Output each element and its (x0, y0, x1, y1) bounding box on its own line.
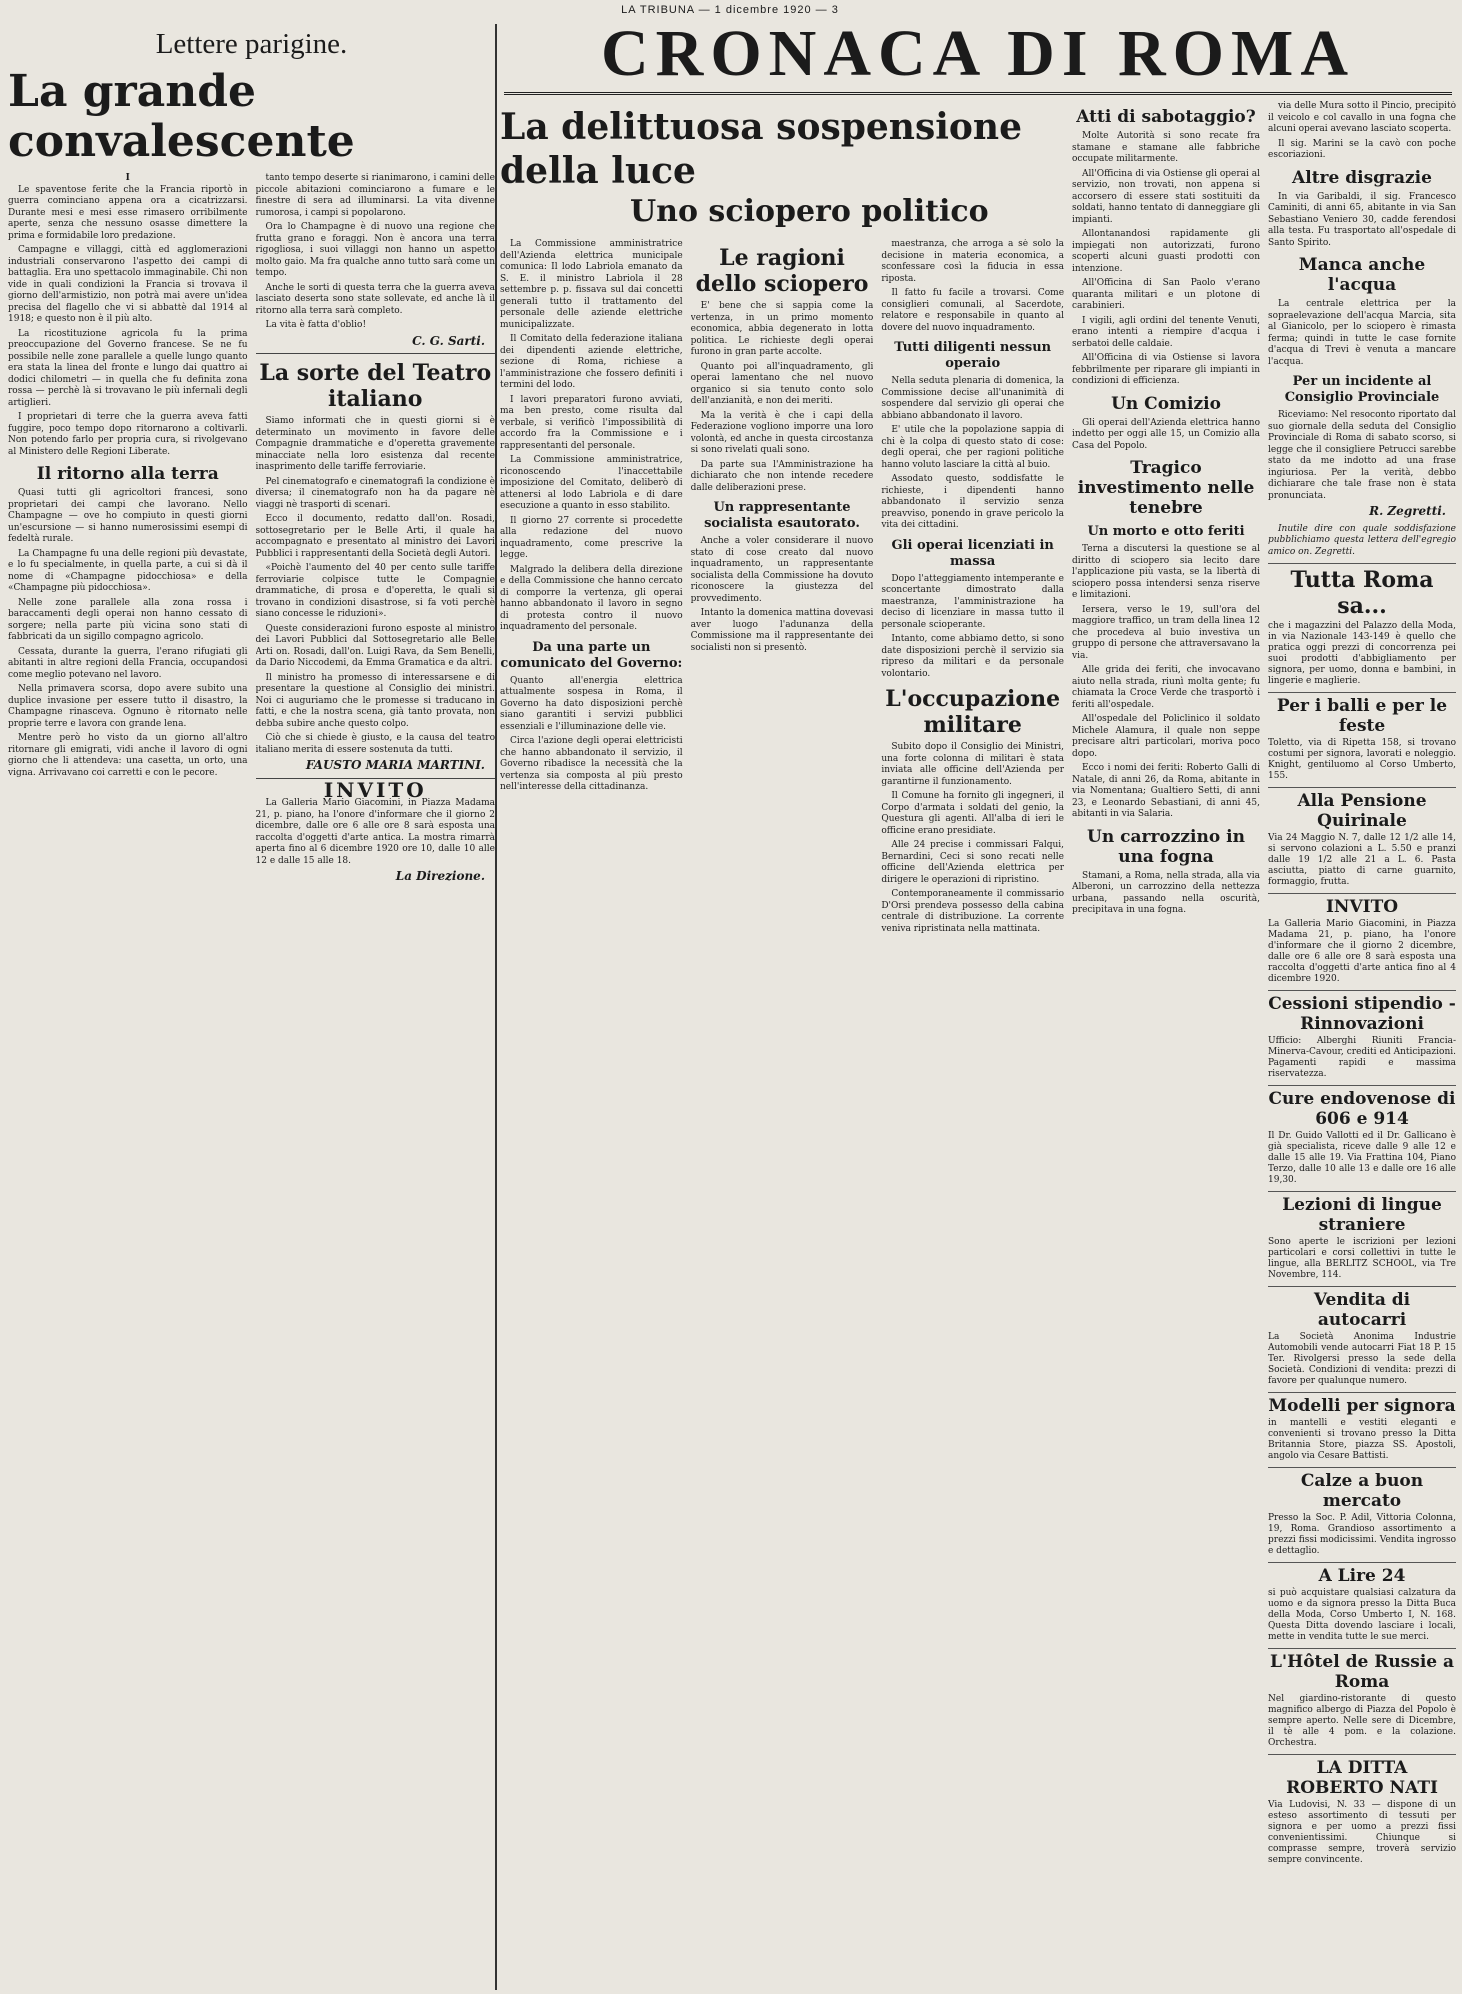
ad-text: Via 24 Maggio N. 7, dalle 12 1/2 alle 14, si servono colazioni a L. 5.50 e pranzi dalle 19 1/2 alle 21 a L. 6. Pasta asciutta, piatto di carne guarnito, formaggio, frutta. (1268, 833, 1456, 887)
article-column-1 (8, 173, 248, 889)
story-column-4 (1072, 101, 1260, 1870)
paragraph: Ciò che si chiede è giusto, e la causa del teatro italiano merita di essere sostenuta da tutti. (255, 733, 495, 755)
section-heading: Altre disgrazie (1292, 167, 1432, 188)
paragraph: Assodato questo, soddisfatte le richieste, i dipendenti hanno abbandonato il servizio senza preavviso, ponendo in grave pericolo la vita dei cittadini. (881, 474, 1065, 530)
paragraph: Quanto poi all'inquadramento, gli operai lamentano che nel nuovo organico si sia tenuto conto solo dell'anzianità, e non dei meriti. (690, 361, 874, 406)
paragraph: Intanto la domenica mattina dovevasi aver luogo l'adunanza della Commissione ma il rappresentante dei socialisti non si presentò. (690, 608, 874, 653)
paragraph: Cessata, durante la guerra, l'erano rifugiati gli abitanti in altre regioni della Francia, occupandosi come meglio potevano nel lavoro. (8, 646, 248, 680)
paragraph: La ricostituzione agricola fu la prima preoccupazione del Governo francese. Se ne fu possibile nelle zone parallele a quelle lungo quanto era stata la linea del fronte e lungo dai quattro ai dodici chilometri — in quella che fu definita zona rossa — perchè là si trovavano le più infernali degli artiglieri. (8, 328, 248, 408)
lead-story (500, 101, 1064, 1870)
signature: C. G. Sarti. (412, 333, 485, 348)
section-heading-teatro: La sorte del Teatro italiano (259, 360, 492, 412)
section-heading: Un carrozzino in una fogna (1087, 826, 1245, 867)
paragraph: All'Officina di via Ostiense gli operai al servizio, non trovati, non appena si accorsero di essere stati sostituiti da soldati, hanno tentato di danneggiare gli impianti. (1072, 168, 1260, 225)
paragraph: Mentre però ho visto da un giorno all'altro ritornare gli emigrati, vidi anche il lavoro di ogni giorno che li attendeva: una casetta, un orto, una vigna. Arrivavano coi carretti e con le pecore. (8, 733, 248, 778)
section-heading: Il ritorno alla terra (36, 464, 219, 484)
section-heading: Manca anche l'acqua (1298, 255, 1426, 295)
section-heading: Da una parte un comunicato del Governo: (500, 639, 683, 671)
paragraph: Anche a voler considerare il nuovo stato di cose creato dal nuovo inquadramento, un rappresentante socialista della Commissione ha dovuto riconoscere la giustezza del provvedimento. (690, 536, 874, 604)
paragraph: Alle 24 precise i commissari Falqui, Bernardini, Ceci si sono recati nelle officine dell'Azienda elettrica per dirigere le operazioni di ripristino. (881, 840, 1065, 885)
paragraph: Il giorno 27 corrente si procedette alla redazione del nuovo inquadramento, come prescrive la legge. (500, 515, 683, 560)
paragraph: Intanto, come abbiamo detto, si sono date disposizioni perchè il servizio sia ripreso da militari e da personale volontario. (881, 634, 1065, 679)
ad-text: Via Ludovisi, N. 33 — dispone di un esteso assortimento di tessuti per signora e per uomo a prezzi fissi convenientissimi. Chiunque si comprasse sempre, troverà servizio sempre convincente. (1268, 1800, 1456, 1865)
story-column-5 (1268, 101, 1456, 1870)
ad-text: La Galleria Mario Giacomini, in Piazza Madama 21, p. piano, ha l'onore d'informare che il giorno 2 dicembre, dalle ore 6 alle ore 8 sarà esposta una raccolta d'oggetti d'arte antica fino al 4 dicembre 1920. (1268, 919, 1456, 984)
paragraph: Nella seduta plenaria di domenica, la Commissione decise all'unanimità di sospendere dal servizio gli operai che abbiano abbandonato il lavoro. (881, 376, 1065, 421)
invito-heading: INVITO (323, 777, 427, 802)
paragraph: La centrale elettrica per la sopraelevazione dell'acqua Marcia, sita al Gianicolo, per lo sciopero è rimasta ferma; quindi in tutte le case fornite d'acqua di Trevi è venuta a mancare l'acqua. (1268, 299, 1456, 367)
ad-text: Toletto, via di Ripetta 158, si trovano costumi per signora, lavorati e noleggio. Knight, gentiluomo al Corso Umberto, 155. (1268, 738, 1456, 781)
paragraph: Contemporaneamente il commissario D'Orsi prendeva possesso della cabina centrale di distribuzione. La corrente veniva ripristinata nella mattinata. (881, 889, 1065, 934)
signature: FAUSTO MARIA MARTINI. (305, 758, 485, 772)
section-heading: Un Comizio (1111, 393, 1221, 414)
paragraph: Molte Autorità si sono recate fra stamane e stamane alle fabbriche occupate militarmente. (1072, 131, 1260, 164)
paragraph: Queste considerazioni furono esposte al ministro dei Lavori Pubblici dal Sottosegretario alle Belle Arti on. Rosadi, dall'on. Luigi Rava, da Sem Benelli, da Dario Niccodemi, da Emma Gramatica e da altri. (255, 623, 495, 668)
paragraph: E' bene che si sappia come la vertenza, in un primo momento economica, abbia degenerato in lotta politica. Le richieste degli operai furono in gran parte accolte. (690, 301, 874, 357)
paragraph: All'ospedale del Policlinico il soldato Michele Alamura, il quale non seppe precisare altri particolari, moriva poco dopo. (1072, 714, 1260, 759)
ad-heading: Per i balli e per le feste (1268, 692, 1456, 736)
paragraph: Il Comune ha fornito gli ingegneri, il Corpo d'armata i soldati del genio, la Questura gli agenti. All'alba di ieri le officine erano presidiate. (881, 791, 1065, 836)
paragraph: Da parte sua l'Amministrazione ha dichiarato che non intende recedere dalle deliberazioni prese. (690, 459, 874, 493)
lead-subheadline: Uno sciopero politico (630, 194, 989, 229)
ad-heading: Cessioni stipendio - Rinnovazioni (1268, 990, 1456, 1034)
paragraph: La Commissione amministratrice, riconoscendo l'inaccettabile imposizione del Comitato, deliberò di attenersi al lodo Labriola e di dare esecuzione a quanto in esso stabilito. (500, 455, 683, 511)
article-column-2 (256, 173, 496, 889)
ad-heading: Cure endovenose di 606 e 914 (1268, 1085, 1456, 1129)
ad-text: Nel giardino-ristorante di questo magnifico albergo di Piazza del Popolo è sempre aperto. Nelle sere di Dicembre, il tè alle 4 pom. e la colazione. Orchestra. (1268, 1694, 1456, 1748)
paragraph: Ma la verità è che i capi della Federazione vogliono imporre una loro volontà, ed anche in questa circostanza si sono rivelati quali sono. (690, 410, 874, 455)
paragraph: Ecco il documento, redatto dall'on. Rosadi, sottosegretario per le Belle Arti, il quale ha accompagnato e presentato al ministro dei Lavori Pubblici i rappresentanti della Società degli Autori. (255, 514, 495, 559)
story-column-1 (500, 239, 683, 938)
paragraph: Circa l'azione degli operai elettricisti che hanno abbandonato il servizio, il Governo ribadisce la necessità che la vertenza sia composta al più presto nell'interesse della cittadinanza. (500, 736, 683, 792)
section-heading: Tutti diligenti nessun operaio (894, 340, 1052, 371)
paragraph: I lavori preparatori furono avviati, ma ben presto, come risulta dal verbale, si verificò l'impossibilità di accordo fra la Commissione e i rappresentanti del personale. (500, 394, 683, 451)
paragraph: Siamo informati che in questi giorni si è determinato un movimento in favore delle Compagnie drammatiche e d'operetta gravemente minacciate nella loro esistenza dal recente inasprimento delle tariffe ferroviarie. (255, 416, 495, 472)
paragraph: via delle Mura sotto il Pincio, precipitò il veicolo e col cavallo in una fogna che alcuni operai avevano lasciato scoperta. (1268, 101, 1456, 134)
ad-heading: A Lire 24 (1268, 1562, 1456, 1586)
paragraph: Dopo l'atteggiamento intemperante e sconcertante dimostrato dalla maestranza, l'amministrazione ha deciso di licenziare in massa tutto il personale scioperante. (881, 573, 1065, 630)
paragraph: Ecco i nomi dei feriti: Roberto Galli di Natale, di anni 26, da Roma, abitante in via Nomentana; Gualtiero Setti, di anni 23, e Leonardo Sebastiani, di anni 45, abitanti in via Salaria. (1072, 763, 1260, 819)
paragraph: Il Comitato della federazione italiana dei dipendenti aziende elettriche, sezione di Roma, richiese a l'amministrazione che fossero definiti i termini del lodo. (500, 334, 683, 390)
section-heading: L'occupazione militare (885, 686, 1061, 738)
section-heading: Per un incidente al Consiglio Provinciale (1284, 374, 1440, 405)
paragraph: La vita è fatta d'oblio! (265, 320, 367, 330)
paragraph: Pel cinematografo e cinematografi la condizione è diversa; il cinematografo non ha da pagare nè viaggi nè trasporti di scenari. (255, 476, 495, 510)
ad-heading: Lezioni di lingue straniere (1268, 1191, 1456, 1235)
ad-heading: Modelli per signora (1268, 1392, 1456, 1416)
ad-text: in mantelli e vestiti eleganti e convenienti si trovano presso la Ditta Britannia Store, piazza SS. Apostoli, angolo via Cesare Battisti. (1268, 1418, 1456, 1461)
paragraph: Malgrado la delibera della direzione e della Commissione che hanno cercato di comporre la vertenza, gli operai hanno abbandonato il lavoro in segno di protesta contro il nuovo inquadramento del personale. (500, 564, 683, 632)
ad-text: La Società Anonima Industrie Automobili vende autocarri Fiat 18 P. 15 Ter. Rivolgersi presso la sede della Società. Condizioni di vendita: prezzi di favore per qualunque numero. (1268, 1332, 1456, 1386)
paragraph: In via Garibaldi, il sig. Francesco Caminiti, di anni 65, abitante in via San Sebastiano Veniero 30, cadde ferendosi alla testa. Fu trasportato all'ospedale di Santo Spirito. (1268, 191, 1456, 248)
section-banner: CRONACA DI ROMA (504, 16, 1452, 95)
ad-text: Sono aperte le iscrizioni per lezioni particolari e corsi collettivi in tutte le lingue, alla BERLITZ SCHOOL, via Tre Novembre, 114. (1268, 1237, 1456, 1280)
ad-heading: Vendita di autocarri (1268, 1286, 1456, 1330)
paragraph: Nelle zone parallele alla zona rossa i baraccamenti degli operai non hanno cessato di sorgere; nella parte più vicina sono stati di fabbricati da un sigillo compagno agricolo. (8, 597, 248, 642)
kicker: Lettere parigine. (155, 28, 348, 60)
masthead: LA TRIBUNA — 1 dicembre 1920 — 3 (621, 4, 839, 16)
paragraph: «Poichè l'aumento del 40 per cento sulle tariffe ferroviarie colpisce tutte le Compagnie drammatiche, di prosa e d'operetta, le quali si trovano in condizioni disastrose, si fa voti perchè siano concesse le riduzioni». (255, 563, 495, 619)
paragraph: Gli operai dell'Azienda elettrica hanno indetto per oggi alle 15, un Comizio alla Casa del Popolo. (1072, 417, 1260, 451)
paragraph: Nella primavera scorsa, dopo avere subito una duplice invasione per essere tutto il disastro, la Champagne rinasceva. Ognuno è ritornato nelle proprie terre e lavora con grande lena. (8, 684, 248, 729)
ad-heading: LA DITTA ROBERTO NATI (1268, 1754, 1456, 1798)
ad-text: Il Dr. Guido Vallotti ed il Dr. Gallicano è già specialista, riceve dalle 9 alle 12 e dalle 15 alle 19. Via Frattina 104, Piano Terzo, dalle 10 alle 13 e dalle ore 16 alle 19,30. (1268, 1131, 1456, 1185)
paragraph: maestranza, che arroga a sè solo la decisione in materia economica, a sconfessare così la fiducia in essa riposta. (881, 239, 1065, 284)
cronaca-di-roma-section (500, 16, 1456, 1990)
paragraph: Riceviamo: Nel resoconto riportato dal suo giornale della seduta del Consiglio Provinciale di Roma di sabato scorso, si legge che il consigliere Petrucci sarebbe stato da me indotto ad una frase ingiuriosa. Per la verità, debbo dichiarare che tale frase non è stata pronunciata. (1268, 410, 1456, 501)
ad-text: Ufficio: Alberghi Riuniti Francia-Minerva-Cavour, crediti ed Anticipazioni. Pagamenti rapidi e massima riservatezza. (1268, 1036, 1456, 1079)
section-heading: Le ragioni dello sciopero (695, 245, 869, 297)
paragraph: Alle grida dei feriti, che invocavano aiuto nella strada, riunì molta gente; fu chiamata la Croce Verde che trasportò i feriti all'ospedale. (1072, 665, 1260, 710)
advertisements (1268, 563, 1456, 1866)
main-headline: La grande convalescente (8, 66, 355, 167)
signature: R. Zegretti. (1369, 504, 1446, 518)
paragraph: Quanto all'energia elettrica attualmente sospesa in Roma, il Governo ha dato disposizioni perchè siano garantiti i servizi pubblici essenziali e l'illuminazione delle vie. (500, 675, 683, 732)
ad-heading: Calze a buon mercato (1268, 1467, 1456, 1511)
paragraph: Stamani, a Roma, nella strada, alla via Alberoni, un carrozzino della nettezza urbana, passando nella oscurità, precipitava in una fogna. (1072, 870, 1260, 915)
invito-text: La Galleria Mario Giacomini, in Piazza Madama 21, p. piano, ha l'onore d'informare che il giorno 2 dicembre, dalle ore 6 alle ore 8 sarà esposta una raccolta d'oggetti d'arte antica. La mostra rimarrà aperta fino al 6 dicembre 1920 ore 10, dalle 10 alle 12 e dalle 15 alle 18. (255, 798, 495, 866)
ad-heading: INVITO (1268, 893, 1456, 917)
ad-heading: Tutta Roma sa... (1268, 563, 1456, 619)
section-subheading: Un morto e otto feriti (1087, 524, 1245, 539)
paragraph: I proprietari di terre che la guerra aveva fatti fuggire, poco tempo dopo ritornarono a coltivarli. Non potendo farlo per propria cura, si rivolgevano al Ministero delle Regioni Liberate. (8, 412, 248, 457)
paragraph: Inutile dire con quale soddisfazione pubblichiamo questa lettera dell'egregio amico on. Zegretti. (1268, 523, 1456, 557)
paragraph: Allontanandosi rapidamente gli impiegati non autorizzati, furono scoperti alcuni guasti prodotti con intenzione. (1072, 229, 1260, 274)
ad-heading: L'Hôtel de Russie a Roma (1268, 1648, 1456, 1692)
paragraph: tanto tempo deserte si rianimarono, i camini delle piccole abitazioni cominciarono a fumare e le finestre di sera ad illuminarsi. La vita divenne rumorosa, i campi si popolarono. (255, 173, 495, 218)
story-column-2 (691, 239, 874, 938)
paragraph: Iersera, verso le 19, sull'ora del maggiore traffico, un tram della linea 12 che procedeva al buio investiva un gruppo di persone che attraversavano la via. (1072, 604, 1260, 661)
paragraph: Le spaventose ferite che la Francia riportò in guerra cominciano appena ora a cicatrizzarsi. Durante mesi e mesi esse rimasero orribilmente aperte, senza che nessuno osasse dimettere la prima e formidabile loro predazione. (8, 184, 248, 241)
paragraph: Subito dopo il Consiglio dei Ministri, una forte colonna di militari è stata inviata alle officine dell'Azienda per garantirne il funzionamento. (881, 742, 1065, 787)
ad-text: Presso la Soc. P. Adil, Vittoria Colonna, 19, Roma. Grandioso assortimento a prezzi fissi modicissimi. Vendita ingrosso e dettaglio. (1268, 1513, 1456, 1556)
story-column-3 (881, 239, 1064, 938)
ad-text: si può acquistare qualsiasi calzatura da uomo e da signora presso la Ditta Buca della Moda, Corso Umberto I, N. 168. Questa Ditta dovendo lasciare i locali, mette in vendita tutte le sue merci. (1268, 1588, 1456, 1642)
paragraph: Campagne e villaggi, città ed agglomerazioni industriali conservarono l'aspetto dei campi di battaglia. Era uno spettacolo immaginabile. Chi non vide in quali condizioni la Francia si trovava il giorno dell'armistizio, non potrà mai avere un'idea precisa del flagello che vi si abbattè dal 1914 al 1918; e questo non è il più alto. (8, 245, 248, 324)
paragraph: Quasi tutti gli agricoltori francesi, sono proprietari dei campi che lavorano. Nello Champagne — ove ho compiuto in questi giorni un'escursione — si hanno numerosissimi esempi di fedeltà rurale. (8, 488, 248, 544)
paragraph: Anche le sorti di questa terra che la guerra aveva lasciato deserta sono state sollevate, ed anche là il ritorno alla terra sarà completo. (255, 282, 495, 316)
ad-heading: Alla Pensione Quirinale (1268, 787, 1456, 831)
section-number: I (125, 173, 130, 183)
section-heading: Atti di sabotaggio? (1076, 107, 1256, 127)
paragraph: Terna a discutersi la questione se al diritto di sciopero sia lecito dare l'applicazione più vasta, se la libertà di sciopero possa intendersi senza riserve e limitazioni. (1072, 544, 1260, 600)
lettere-parigine-section (8, 24, 497, 1990)
lead-headline: La delittuosa sospensione della luce (500, 106, 1022, 192)
paragraph: Ora lo Champagne è di nuovo una regione che frutta grano e foraggi. Non è ancora una terra rigogliosa, i suoi villaggi non hanno un aspetto molto gaio. Ma fra qualche anno tutto sarà come un tempo. (255, 222, 495, 278)
invito-signature: La Direzione. (395, 869, 485, 883)
paragraph: E' utile che la popolazione sappia di chi è la colpa di questo stato di cose: degli operai, che per ragioni politiche hanno voluto lasciare la città al buio. (881, 425, 1065, 470)
section-heading: Un rappresentante socialista esautorato. (704, 500, 860, 531)
paragraph: La Champagne fu una delle regioni più devastate, e lo fu specialmente, in quella parte, a cui si dà il nome di «Champagne pidocchiosa» e della «Champagne più pidocchiosa». (8, 548, 248, 593)
paragraph: Il sig. Marini se la cavò con poche escoriazioni. (1268, 138, 1456, 160)
paragraph: All'Officina di via Ostiense si lavora febbrilmente per riparare gli impianti in condizioni di efficienza. (1072, 353, 1260, 386)
ad-text: che i magazzini del Palazzo della Moda, in via Nazionale 143-149 è quello che pratica oggi prezzi di concorrenza pei suoi prodotti d'abbigliamento per signora, per uomo, donna e bambini, in lingerie e maglierie. (1268, 621, 1456, 686)
paragraph: I vigili, agli ordini del tenente Venuti, erano intenti a riempire d'acqua i serbatoi delle caldaie. (1072, 315, 1260, 349)
paragraph: Il ministro ha promesso di interessarsene e di presentare la questione al Consiglio dei ministri. Noi ci auguriamo che le promesse si traducano in fatti, e che la nostra scena, già tanto provata, non debba subire anche questo colpo. (255, 672, 495, 729)
paragraph: La Commissione amministratrice dell'Azienda elettrica municipale comunica: Il lodo Labriola emanato da S. E. il ministro Labriola il 28 settembre p. p. fissava sul dai concetti generali tutto il trattamento del personale delle aziende elettriche municipalizzate. (500, 239, 683, 330)
section-heading: Tragico investimento nelle tenebre (1077, 458, 1255, 518)
paragraph: All'Officina di San Paolo v'erano quaranta militari e un plotone di carabinieri. (1072, 278, 1260, 311)
paragraph: Il fatto fu facile a trovarsi. Come consiglieri comunali, al Sacerdote, relatore e responsabile in quanto al dovere del nuovo inquadramento. (881, 288, 1065, 333)
section-heading: Gli operai licenziati in massa (891, 537, 1054, 569)
